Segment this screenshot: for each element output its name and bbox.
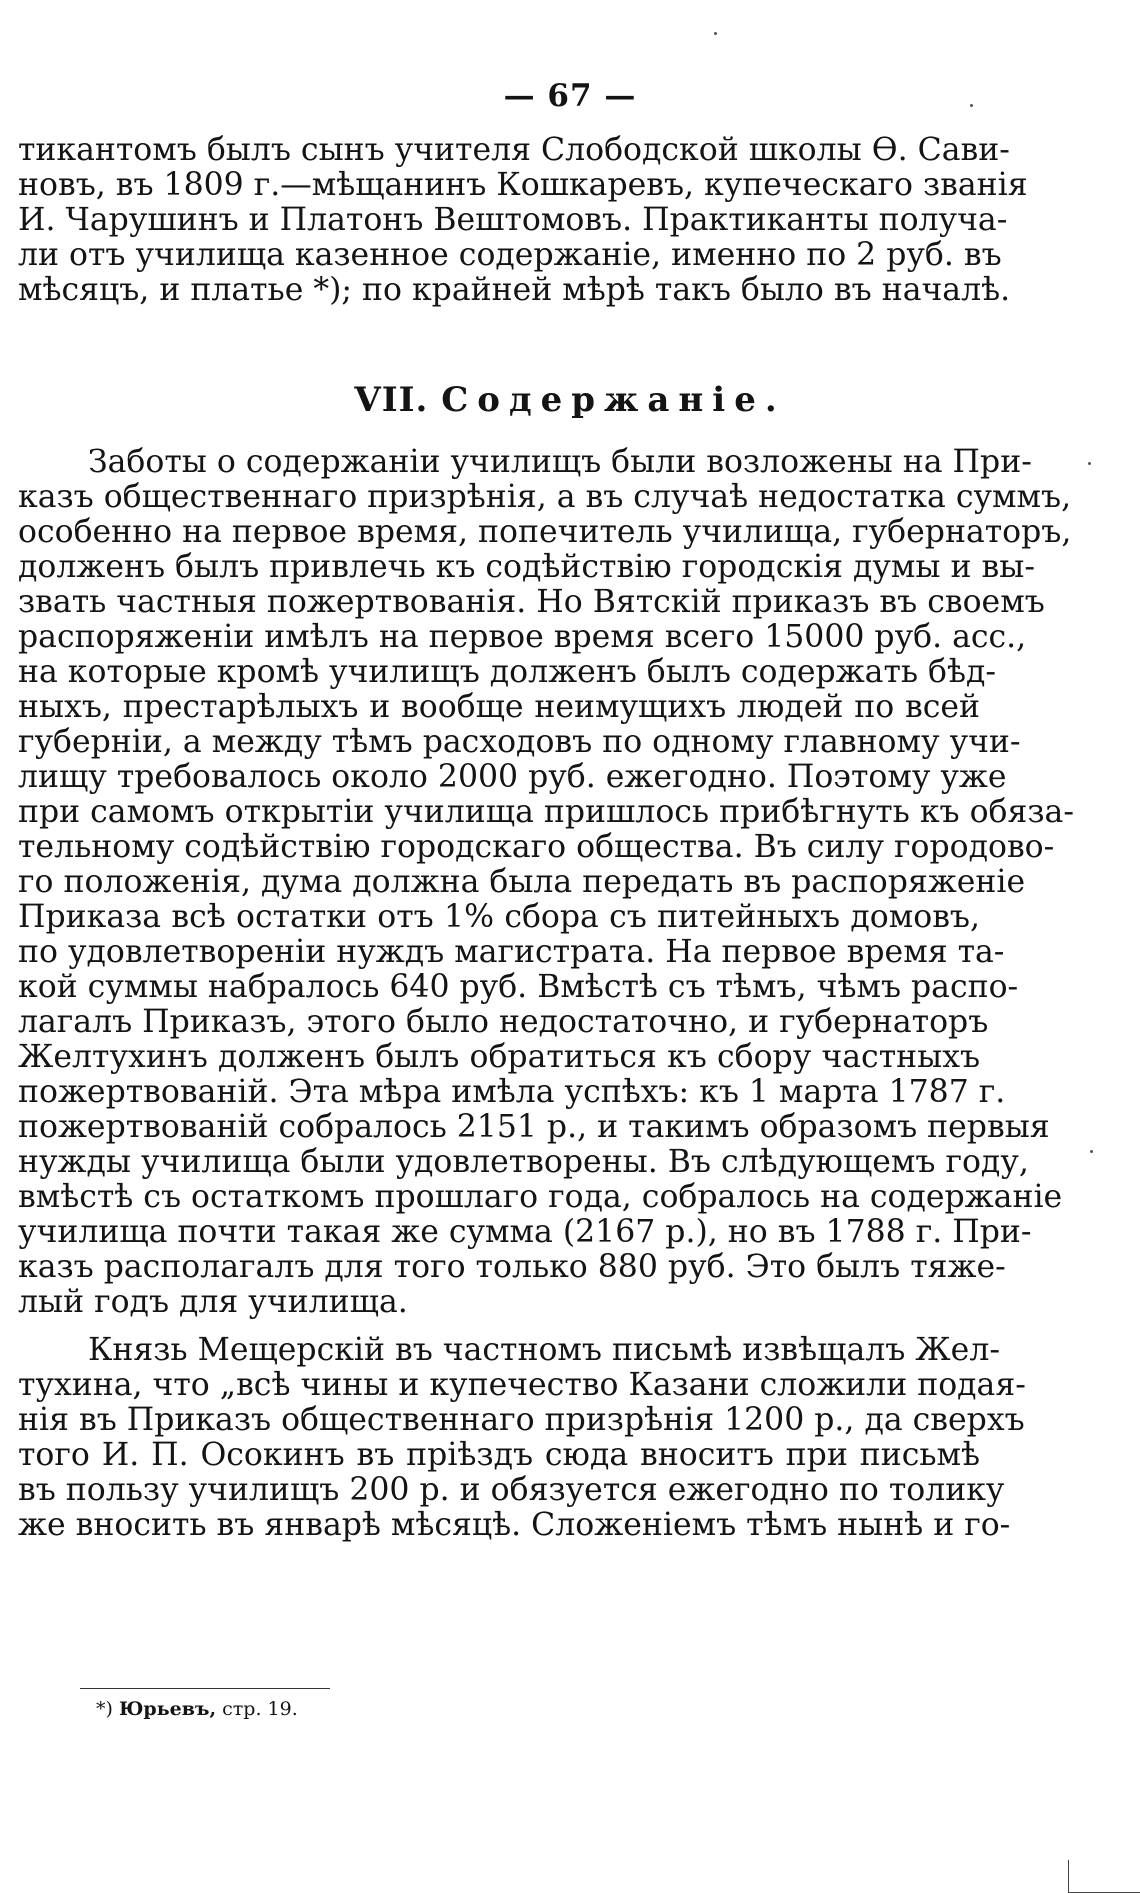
text-line: по удовлетвореніи нуждъ магистрата. На первое время та-	[18, 934, 1005, 970]
footnote-author: Юрьевъ,	[118, 1698, 217, 1720]
text-line: того И. П. Осокинъ въ пріѣздъ сюда вноситъ при письмѣ	[18, 1437, 980, 1473]
footnote	[96, 1696, 298, 1722]
text-line: новъ, въ 1809 г.—мѣщанинъ Кошкаревъ, купеческаго званія	[18, 167, 1028, 203]
text-line: казъ общественнаго призрѣнія, а въ случаѣ недостатка суммъ,	[18, 479, 1072, 515]
section-heading	[0, 380, 1140, 420]
section-title: Содержаніе.	[441, 380, 786, 420]
text-line: лагалъ Приказъ, этого было недостаточно, и губернаторъ	[18, 1004, 989, 1040]
text-line: звать частныя пожертвованія. Но Вятскій приказъ въ своемъ	[18, 584, 1045, 620]
text-line: кой суммы набралось 640 руб. Вмѣстѣ съ тѣмъ, чѣмъ распо-	[18, 969, 1019, 1005]
footnote-rule	[80, 1688, 330, 1689]
text-line: на которые кромѣ училищъ долженъ былъ содержать бѣд-	[18, 654, 997, 690]
footnote-reference: стр. 19.	[222, 1698, 298, 1720]
text-line: пожертвованій собралось 2151 р., и такимъ образомъ первыя	[18, 1109, 1050, 1145]
text-line: же вносить въ январѣ мѣсяцѣ. Сложеніемъ тѣмъ нынѣ и го-	[18, 1507, 1011, 1543]
text-line: тельному содѣйствію городскаго общества. Въ силу городово-	[18, 829, 1055, 865]
text-line: тикантомъ былъ сынъ учителя Слободской школы Ѳ. Сави-	[18, 132, 1010, 168]
text-line: распоряженіи имѣлъ на первое время всего 15000 руб. асс.,	[18, 619, 1027, 655]
text-line: И. Чарушинъ и Платонъ Вештомовъ. Практиканты получа-	[18, 202, 1008, 238]
text-line: Приказа всѣ остатки отъ 1% сбора съ питейныхъ домовъ,	[18, 899, 980, 935]
text-line: пожертвованій. Эта мѣра имѣла успѣхъ: къ 1 марта 1787 г.	[18, 1074, 1006, 1110]
text-line: училища почти такая же сумма (2167 р.), но въ 1788 г. При-	[18, 1214, 1032, 1250]
scan-corner-mark	[1068, 1860, 1140, 1893]
text-line: при самомъ открытіи училища пришлось прибѣгнуть къ обяза-	[18, 794, 1074, 830]
text-line: долженъ былъ привлечь къ содѣйствію городскія думы и вы-	[18, 549, 1035, 585]
text-line: вмѣстѣ съ остаткомъ прошлаго года, собралось на содержаніе	[18, 1179, 1063, 1215]
text-line: лый годъ для училища.	[18, 1284, 408, 1320]
page-number: — 67 —	[503, 78, 637, 114]
text-line: мѣсяцъ, и платье *); по крайней мѣрѣ такъ было въ началѣ.	[18, 272, 1011, 308]
footnote-marker: *)	[96, 1698, 113, 1720]
text-line: го положенія, дума должна была передать въ распоряженіе	[18, 864, 1026, 900]
text-line: нія въ Приказъ общественнаго призрѣнія 1200 р., да сверхъ	[18, 1402, 1025, 1438]
text-line: нужды училища были удовлетворены. Въ слѣдующемъ году,	[18, 1144, 1029, 1180]
text-line: ли отъ училища казенное содержаніе, именно по 2 руб. въ	[18, 237, 1002, 273]
text-line: въ пользу училищъ 200 р. и обязуется ежегодно по толику	[18, 1472, 1005, 1508]
scan-speck	[970, 104, 973, 107]
text-line: Заботы о содержаніи училищъ были возложены на При-	[88, 444, 1032, 480]
scan-speck	[1088, 462, 1091, 465]
text-line: Князь Мещерскій въ частномъ письмѣ извѣщалъ Жел-	[88, 1332, 1000, 1368]
text-line: казъ располагалъ для того только 880 руб. Это былъ тяже-	[18, 1249, 1006, 1285]
section-numeral: VII.	[354, 380, 429, 420]
text-line: тухина, что „всѣ чины и купечество Казани сложили подая-	[18, 1367, 1026, 1403]
text-line: лищу требовалось около 2000 руб. ежегодно. Поэтому уже	[18, 759, 1007, 795]
text-line: Желтухинъ долженъ былъ обратиться къ сбору частныхъ	[18, 1039, 980, 1075]
text-line: ныхъ, престарѣлыхъ и вообще неимущихъ людей по всей	[18, 689, 980, 725]
text-line: особенно на первое время, попечитель училища, губернаторъ,	[18, 514, 1072, 550]
scan-speck	[714, 32, 717, 35]
scan-speck	[1090, 1150, 1093, 1153]
text-line: губерніи, а между тѣмъ расходовъ по одному главному учи-	[18, 724, 1021, 760]
